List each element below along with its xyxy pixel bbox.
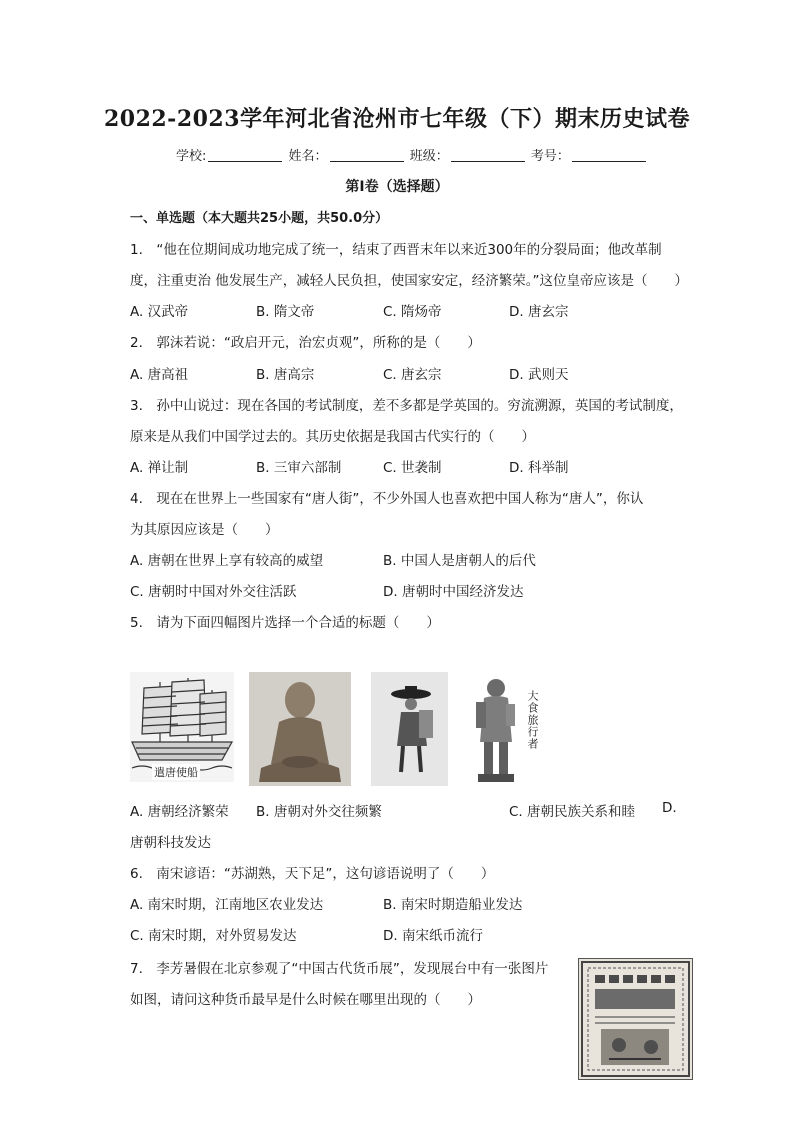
- ship-caption: 遣唐使船: [154, 766, 198, 779]
- q3-option-b[interactable]: B. 三审六部制: [256, 460, 342, 476]
- school-blank[interactable]: [208, 161, 282, 162]
- section-heading: 第Ⅰ卷（选择题）: [345, 179, 449, 195]
- name-label: 姓名：: [288, 149, 328, 164]
- q2-option-d[interactable]: D. 武则天: [509, 367, 569, 383]
- exam-title: 2022-2023学年河北省沧州市七年级（下）期末历史试卷: [103, 106, 691, 132]
- q3-option-c[interactable]: C. 世袭制: [383, 460, 442, 476]
- q2-option-c[interactable]: C. 唐玄宗: [383, 367, 442, 383]
- school-label: 学校:: [176, 149, 207, 164]
- q6-option-b[interactable]: B. 南宋时期造船业发达: [383, 897, 523, 913]
- class-label: 班级：: [409, 149, 449, 164]
- q7-stem-line1: 7. 李芳暑假在北京参观了“中国古代货币展”，发现展台中有一张图片: [130, 961, 549, 977]
- q3-option-d[interactable]: D. 科举制: [509, 460, 569, 476]
- figure-monk-statue: [249, 672, 351, 786]
- q1-option-c[interactable]: C. 隋炀帝: [383, 304, 442, 320]
- q4-option-b[interactable]: B. 中国人是唐朝人的后代: [383, 553, 536, 569]
- q5-option-d-text[interactable]: 唐朝科技发达: [130, 835, 211, 851]
- figure-traveler-hat: [371, 672, 448, 786]
- q4-option-a[interactable]: A. 唐朝在世界上享有较高的威望: [130, 553, 324, 569]
- q7-stem-line2: 如图，请问这种货币最早是什么时候在哪里出现的（ ）: [130, 992, 481, 1008]
- q5-option-d[interactable]: D.: [662, 800, 677, 816]
- q1-option-a[interactable]: A. 汉武帝: [130, 304, 189, 320]
- q5-option-b[interactable]: B. 唐朝对外交往频繁: [256, 804, 382, 820]
- q6-option-c[interactable]: C. 南宋时期，对外贸易发达: [130, 928, 297, 944]
- figure-dashi-traveler: [470, 676, 522, 788]
- q6-option-d[interactable]: D. 南宋纸币流行: [383, 928, 483, 944]
- number-label: 考号：: [530, 149, 570, 164]
- figure-paper-money: [578, 958, 693, 1080]
- q2-option-a[interactable]: A. 唐高祖: [130, 367, 189, 383]
- q1-stem-line2: 度，注重吏治 他发展生产，减轻人民负担，使国家安定，经济繁荣。”这位皇帝应该是（ ）: [130, 273, 689, 289]
- q4-option-c[interactable]: C. 唐朝时中国对外交往活跃: [130, 584, 297, 600]
- q5-option-c[interactable]: C. 唐朝民族关系和睦: [509, 804, 636, 820]
- q4-stem-line2: 为其原因应该是（ ）: [130, 522, 279, 538]
- q1-option-d[interactable]: D. 唐玄宗: [509, 304, 569, 320]
- q6-option-a[interactable]: A. 南宋时期，江南地区农业发达: [130, 897, 324, 913]
- q3-stem-line2: 原来是从我们中国学过去的。其历史依据是我国古代实行的（ ）: [130, 429, 535, 445]
- q1-stem-line1: 1. “他在位期间成功地完成了统一，结束了西晋末年以来近300年的分裂局面；他改革制: [130, 242, 662, 258]
- traveler-caption: 大食旅行者: [526, 690, 539, 750]
- traveler-drawing: [371, 672, 448, 786]
- student-info-line: [176, 145, 648, 164]
- q3-option-a[interactable]: A. 禅让制: [130, 460, 189, 476]
- terracotta-figure-drawing: [470, 676, 522, 788]
- q2-option-b[interactable]: B. 唐高宗: [256, 367, 315, 383]
- q4-option-d[interactable]: D. 唐朝时中国经济发达: [383, 584, 524, 600]
- q5-stem-line1: 5. 请为下面四幅图片选择一个合适的标题（ ）: [130, 615, 440, 631]
- q3-stem-line1: 3. 孙中山说过：现在各国的考试制度，差不多都是学英国的。穷流溯源，英国的考试制度，: [130, 398, 683, 414]
- banknote-drawing: [579, 959, 692, 1079]
- q5-option-a[interactable]: A. 唐朝经济繁荣: [130, 804, 229, 820]
- class-blank[interactable]: [451, 161, 525, 162]
- q4-stem-line1: 4. 现在在世界上一些国家有“唐人街”，不少外国人也喜欢把中国人称为“唐人”，你认: [130, 491, 644, 507]
- part-heading: 一、单选题（本大题共25小题，共50.0分）: [130, 211, 389, 226]
- q1-option-b[interactable]: B. 隋文帝: [256, 304, 315, 320]
- monk-statue-drawing: [249, 672, 351, 786]
- name-blank[interactable]: [330, 161, 404, 162]
- number-blank[interactable]: [572, 161, 646, 162]
- q6-stem-line1: 6. 南宋谚语：“苏湖熟，天下足”，这句谚语说明了（ ）: [130, 866, 495, 882]
- q2-stem-line1: 2. 郭沫若说：“政启开元，治宏贞观”，所称的是（ ）: [130, 335, 481, 351]
